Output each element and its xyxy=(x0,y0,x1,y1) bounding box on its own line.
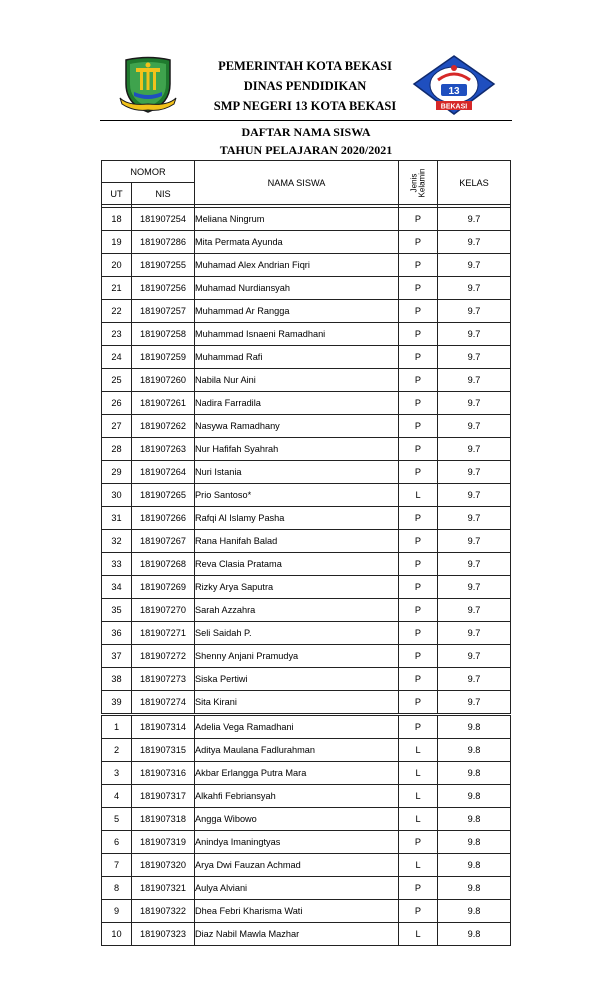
cell-ut: 22 xyxy=(102,300,132,323)
student-table xyxy=(101,160,511,946)
cell-ut: 10 xyxy=(102,923,132,946)
cell-nis: 181907274 xyxy=(132,691,195,715)
cell-ut: 37 xyxy=(102,645,132,668)
cell-jenis-kelamin: P xyxy=(399,392,438,415)
cell-ut: 34 xyxy=(102,576,132,599)
cell-nis: 181907317 xyxy=(132,785,195,808)
government-name: PEMERINTAH KOTA BEKASI xyxy=(218,59,392,73)
cell-jenis-kelamin: L xyxy=(399,484,438,507)
cell-kelas: 9.7 xyxy=(438,300,511,323)
cell-nama: Meliana Ningrum xyxy=(195,208,399,231)
cell-jenis-kelamin: P xyxy=(399,877,438,900)
school-logo-icon xyxy=(412,54,496,116)
cell-nama: Muhammad Ar Rangga xyxy=(195,300,399,323)
cell-nis: 181907257 xyxy=(132,300,195,323)
cell-nama: Nadira Farradila xyxy=(195,392,399,415)
cell-kelas: 9.7 xyxy=(438,208,511,231)
cell-kelas: 9.7 xyxy=(438,668,511,691)
cell-kelas: 9.8 xyxy=(438,785,511,808)
cell-kelas: 9.7 xyxy=(438,576,511,599)
cell-jenis-kelamin: P xyxy=(399,369,438,392)
cell-ut: 25 xyxy=(102,369,132,392)
cell-nis: 181907314 xyxy=(132,715,195,739)
cell-kelas: 9.8 xyxy=(438,900,511,923)
school-logo-city: BEKASI xyxy=(440,103,468,111)
cell-nama: Rafqi Al Islamy Pasha xyxy=(195,507,399,530)
cell-nis: 181907273 xyxy=(132,668,195,691)
cell-jenis-kelamin: P xyxy=(399,831,438,854)
cell-nis: 181907286 xyxy=(132,231,195,254)
header-nama-siswa: NAMA SISWA xyxy=(195,161,399,205)
cell-nis: 181907319 xyxy=(132,831,195,854)
cell-nis: 181907262 xyxy=(132,415,195,438)
cell-nis: 181907272 xyxy=(132,645,195,668)
cell-jenis-kelamin: P xyxy=(399,346,438,369)
cell-nis: 181907254 xyxy=(132,208,195,231)
cell-jenis-kelamin: P xyxy=(399,645,438,668)
cell-nama: Akbar Erlangga Putra Mara xyxy=(195,762,399,785)
letterhead-divider xyxy=(100,120,512,121)
cell-nama: Nabila Nur Aini xyxy=(195,369,399,392)
cell-kelas: 9.7 xyxy=(438,277,511,300)
cell-jenis-kelamin: P xyxy=(399,231,438,254)
cell-ut: 24 xyxy=(102,346,132,369)
cell-ut: 9 xyxy=(102,900,132,923)
table-row xyxy=(102,808,511,831)
title-line-2: TAHUN PELAJARAN 2020/2021 xyxy=(219,143,393,157)
cell-ut: 39 xyxy=(102,691,132,715)
cell-kelas: 9.7 xyxy=(438,392,511,415)
cell-jenis-kelamin: P xyxy=(399,277,438,300)
cell-nama: Dhea Febri Kharisma Wati xyxy=(195,900,399,923)
cell-ut: 3 xyxy=(102,762,132,785)
department-name: DINAS PENDIDIKAN xyxy=(243,79,367,93)
cell-nama: Muhamad Alex Andrian Fiqri xyxy=(195,254,399,277)
table-row xyxy=(102,231,511,254)
header-nis: NIS xyxy=(132,183,195,205)
cell-kelas: 9.7 xyxy=(438,346,511,369)
cell-kelas: 9.8 xyxy=(438,715,511,739)
cell-ut: 27 xyxy=(102,415,132,438)
cell-ut: 21 xyxy=(102,277,132,300)
cell-nama: Muhammad Rafi xyxy=(195,346,399,369)
cell-nis: 181907260 xyxy=(132,369,195,392)
header-nomor: NOMOR xyxy=(102,161,195,183)
table-row xyxy=(102,599,511,622)
cell-jenis-kelamin: P xyxy=(399,715,438,739)
cell-nama: Arya Dwi Fauzan Achmad xyxy=(195,854,399,877)
cell-ut: 5 xyxy=(102,808,132,831)
table-row xyxy=(102,691,511,715)
cell-kelas: 9.7 xyxy=(438,599,511,622)
cell-nama: Diaz Nabil Mawla Mazhar xyxy=(195,923,399,946)
cell-kelas: 9.7 xyxy=(438,323,511,346)
table-row xyxy=(102,831,511,854)
cell-nama: Aditya Maulana Fadlurahman xyxy=(195,739,399,762)
cell-nama: Nasywa Ramadhany xyxy=(195,415,399,438)
cell-ut: 6 xyxy=(102,831,132,854)
cell-kelas: 9.7 xyxy=(438,507,511,530)
cell-nis: 181907268 xyxy=(132,553,195,576)
cell-jenis-kelamin: P xyxy=(399,507,438,530)
cell-ut: 26 xyxy=(102,392,132,415)
cell-jenis-kelamin: P xyxy=(399,300,438,323)
table-row xyxy=(102,323,511,346)
cell-nama: Alkahfi Febriansyah xyxy=(195,785,399,808)
table-row xyxy=(102,346,511,369)
cell-nama: Rizky Arya Saputra xyxy=(195,576,399,599)
cell-kelas: 9.7 xyxy=(438,461,511,484)
cell-jenis-kelamin: P xyxy=(399,323,438,346)
cell-ut: 28 xyxy=(102,438,132,461)
cell-jenis-kelamin: P xyxy=(399,208,438,231)
table-row xyxy=(102,392,511,415)
cell-jenis-kelamin: L xyxy=(399,785,438,808)
cell-ut: 32 xyxy=(102,530,132,553)
cell-kelas: 9.7 xyxy=(438,369,511,392)
cell-jenis-kelamin: P xyxy=(399,599,438,622)
cell-nis: 181907321 xyxy=(132,877,195,900)
table-row xyxy=(102,415,511,438)
cell-jenis-kelamin: P xyxy=(399,438,438,461)
cell-nis: 181907267 xyxy=(132,530,195,553)
cell-ut: 18 xyxy=(102,208,132,231)
cell-nis: 181907259 xyxy=(132,346,195,369)
cell-kelas: 9.8 xyxy=(438,808,511,831)
cell-nama: Nur Hafifah Syahrah xyxy=(195,438,399,461)
title-line-1: DAFTAR NAMA SISWA xyxy=(241,125,371,139)
table-row xyxy=(102,668,511,691)
cell-jenis-kelamin: P xyxy=(399,576,438,599)
cell-ut: 8 xyxy=(102,877,132,900)
cell-jenis-kelamin: L xyxy=(399,739,438,762)
table-row xyxy=(102,369,511,392)
letterhead-text xyxy=(190,56,420,116)
cell-nama: Adelia Vega Ramadhani xyxy=(195,715,399,739)
table-row xyxy=(102,900,511,923)
cell-kelas: 9.7 xyxy=(438,254,511,277)
cell-ut: 33 xyxy=(102,553,132,576)
cell-nama: Sita Kirani xyxy=(195,691,399,715)
cell-jenis-kelamin: L xyxy=(399,762,438,785)
cell-nis: 181907316 xyxy=(132,762,195,785)
header-ut: UT xyxy=(102,183,132,205)
cell-nama: Muhammad Isnaeni Ramadhani xyxy=(195,323,399,346)
table-row xyxy=(102,254,511,277)
table-row xyxy=(102,785,511,808)
kota-bekasi-emblem-icon xyxy=(118,54,178,114)
cell-kelas: 9.7 xyxy=(438,415,511,438)
cell-nis: 181907261 xyxy=(132,392,195,415)
table-row xyxy=(102,277,511,300)
table-row xyxy=(102,438,511,461)
cell-nama: Mita Permata Ayunda xyxy=(195,231,399,254)
table-row xyxy=(102,715,511,739)
cell-ut: 30 xyxy=(102,484,132,507)
cell-nis: 181907265 xyxy=(132,484,195,507)
header-jenis-kelamin xyxy=(399,161,438,205)
cell-nis: 181907320 xyxy=(132,854,195,877)
cell-nama: Anindya Imaningtyas xyxy=(195,831,399,854)
cell-kelas: 9.7 xyxy=(438,691,511,715)
cell-kelas: 9.8 xyxy=(438,923,511,946)
school-name: SMP NEGERI 13 KOTA BEKASI xyxy=(213,99,397,113)
document-title xyxy=(100,123,512,159)
table-row xyxy=(102,553,511,576)
table-row xyxy=(102,854,511,877)
header-jenis-kelamin-label: Jenis Kelamin xyxy=(409,168,426,197)
table-row xyxy=(102,923,511,946)
cell-ut: 1 xyxy=(102,715,132,739)
cell-kelas: 9.7 xyxy=(438,622,511,645)
cell-ut: 7 xyxy=(102,854,132,877)
cell-jenis-kelamin: P xyxy=(399,254,438,277)
table-row xyxy=(102,762,511,785)
cell-nis: 181907270 xyxy=(132,599,195,622)
cell-ut: 35 xyxy=(102,599,132,622)
cell-jenis-kelamin: P xyxy=(399,553,438,576)
cell-nis: 181907264 xyxy=(132,461,195,484)
cell-nis: 181907322 xyxy=(132,900,195,923)
cell-kelas: 9.7 xyxy=(438,438,511,461)
table-row xyxy=(102,645,511,668)
letterhead xyxy=(100,50,512,122)
table-row xyxy=(102,739,511,762)
cell-nama: Shenny Anjani Pramudya xyxy=(195,645,399,668)
cell-nama: Nuri Istania xyxy=(195,461,399,484)
cell-nis: 181907318 xyxy=(132,808,195,831)
cell-ut: 29 xyxy=(102,461,132,484)
table-row xyxy=(102,530,511,553)
cell-jenis-kelamin: P xyxy=(399,461,438,484)
cell-kelas: 9.7 xyxy=(438,231,511,254)
cell-kelas: 9.7 xyxy=(438,553,511,576)
cell-nis: 181907256 xyxy=(132,277,195,300)
cell-nama: Siska Pertiwi xyxy=(195,668,399,691)
cell-ut: 20 xyxy=(102,254,132,277)
cell-jenis-kelamin: L xyxy=(399,854,438,877)
cell-ut: 23 xyxy=(102,323,132,346)
cell-kelas: 9.8 xyxy=(438,739,511,762)
cell-nis: 181907258 xyxy=(132,323,195,346)
cell-nama: Rana Hanifah Balad xyxy=(195,530,399,553)
cell-jenis-kelamin: P xyxy=(399,668,438,691)
table-row xyxy=(102,461,511,484)
cell-nama: Muhamad Nurdiansyah xyxy=(195,277,399,300)
cell-nama: Angga Wibowo xyxy=(195,808,399,831)
cell-jenis-kelamin: L xyxy=(399,808,438,831)
table-row xyxy=(102,877,511,900)
cell-nis: 181907269 xyxy=(132,576,195,599)
cell-ut: 19 xyxy=(102,231,132,254)
cell-nama: Aulya Alviani xyxy=(195,877,399,900)
table-row xyxy=(102,484,511,507)
cell-jenis-kelamin: P xyxy=(399,900,438,923)
cell-jenis-kelamin: P xyxy=(399,415,438,438)
cell-kelas: 9.8 xyxy=(438,831,511,854)
cell-kelas: 9.7 xyxy=(438,645,511,668)
cell-kelas: 9.8 xyxy=(438,877,511,900)
cell-nama: Seli Saidah P. xyxy=(195,622,399,645)
table-row xyxy=(102,208,511,231)
table-row xyxy=(102,507,511,530)
cell-kelas: 9.7 xyxy=(438,484,511,507)
cell-ut: 4 xyxy=(102,785,132,808)
student-table-body xyxy=(102,205,511,946)
cell-ut: 2 xyxy=(102,739,132,762)
table-row xyxy=(102,576,511,599)
cell-kelas: 9.8 xyxy=(438,854,511,877)
cell-nama: Reva Clasia Pratama xyxy=(195,553,399,576)
cell-kelas: 9.8 xyxy=(438,762,511,785)
table-row xyxy=(102,622,511,645)
cell-nis: 181907255 xyxy=(132,254,195,277)
cell-nis: 181907266 xyxy=(132,507,195,530)
cell-ut: 38 xyxy=(102,668,132,691)
cell-jenis-kelamin: L xyxy=(399,923,438,946)
cell-ut: 31 xyxy=(102,507,132,530)
cell-jenis-kelamin: P xyxy=(399,622,438,645)
header-kelas: KELAS xyxy=(438,161,511,205)
cell-nis: 181907323 xyxy=(132,923,195,946)
cell-nama: Sarah Azzahra xyxy=(195,599,399,622)
cell-nama: Prio Santoso* xyxy=(195,484,399,507)
cell-jenis-kelamin: P xyxy=(399,691,438,715)
school-logo-number: 13 xyxy=(448,86,460,97)
table-row xyxy=(102,300,511,323)
cell-nis: 181907263 xyxy=(132,438,195,461)
cell-jenis-kelamin: P xyxy=(399,530,438,553)
cell-nis: 181907315 xyxy=(132,739,195,762)
cell-nis: 181907271 xyxy=(132,622,195,645)
cell-ut: 36 xyxy=(102,622,132,645)
cell-kelas: 9.7 xyxy=(438,530,511,553)
